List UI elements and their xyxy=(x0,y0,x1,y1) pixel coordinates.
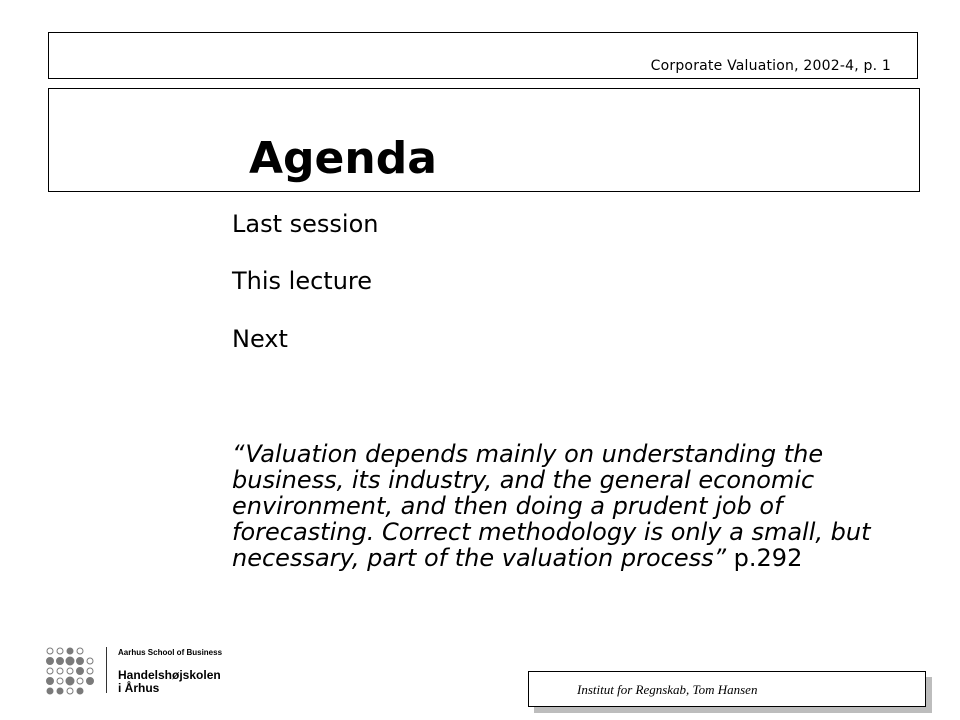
logo-dot xyxy=(87,658,93,664)
logo-dot xyxy=(67,648,73,654)
slide-title: Agenda xyxy=(249,133,437,184)
quote-text: “Valuation depends mainly on understanding the business, its industry, and the general economic environment, and then doing a prudent job of forecasting. Correct methodology is only a small, but necessary, part of the valuation process” xyxy=(232,440,871,572)
logo-dot xyxy=(77,658,84,665)
logo-dot xyxy=(47,688,53,694)
logo-dot xyxy=(77,648,83,654)
quote-reference: p.292 xyxy=(726,544,803,572)
logo-divider xyxy=(106,647,107,693)
logo-dot xyxy=(67,688,73,694)
agenda-item-next: Next xyxy=(232,325,288,353)
logo-dots-icon xyxy=(44,645,104,695)
logo-school-name-da-line2: i Århus xyxy=(118,681,160,695)
footer-institute: Institut for Regnskab, Tom Hansen xyxy=(577,682,758,697)
agenda-item-this-lecture: This lecture xyxy=(232,267,373,295)
logo-school-name-da-line1: Handelshøjskolen xyxy=(118,668,221,682)
logo-dot xyxy=(57,678,63,684)
logo-dot xyxy=(77,688,83,694)
logo-dot xyxy=(47,658,54,665)
logo-dot xyxy=(57,648,63,654)
logo-dot xyxy=(66,657,74,665)
logo-dot xyxy=(87,678,94,685)
logo-dot xyxy=(57,688,63,694)
logo-dot xyxy=(47,678,54,685)
agenda-item-last-session: Last session xyxy=(232,210,379,238)
quote-block xyxy=(232,441,912,571)
logo-dot xyxy=(57,668,63,674)
footer-box xyxy=(528,671,926,707)
logo-school-name-da xyxy=(118,669,221,695)
school-logo xyxy=(44,645,244,695)
page-info: Corporate Valuation, 2002-4, p. 1 xyxy=(650,58,891,74)
logo-dot xyxy=(67,668,73,674)
logo-dot xyxy=(77,678,83,684)
title-box xyxy=(48,88,920,192)
header-box xyxy=(48,32,918,79)
logo-dot xyxy=(47,648,53,654)
logo-dot xyxy=(87,668,93,674)
logo-school-name-en: Aarhus School of Business xyxy=(118,648,223,657)
logo-dot xyxy=(66,677,74,685)
logo-dot xyxy=(77,668,84,675)
logo-dot xyxy=(47,668,53,674)
logo-dot xyxy=(57,658,64,665)
